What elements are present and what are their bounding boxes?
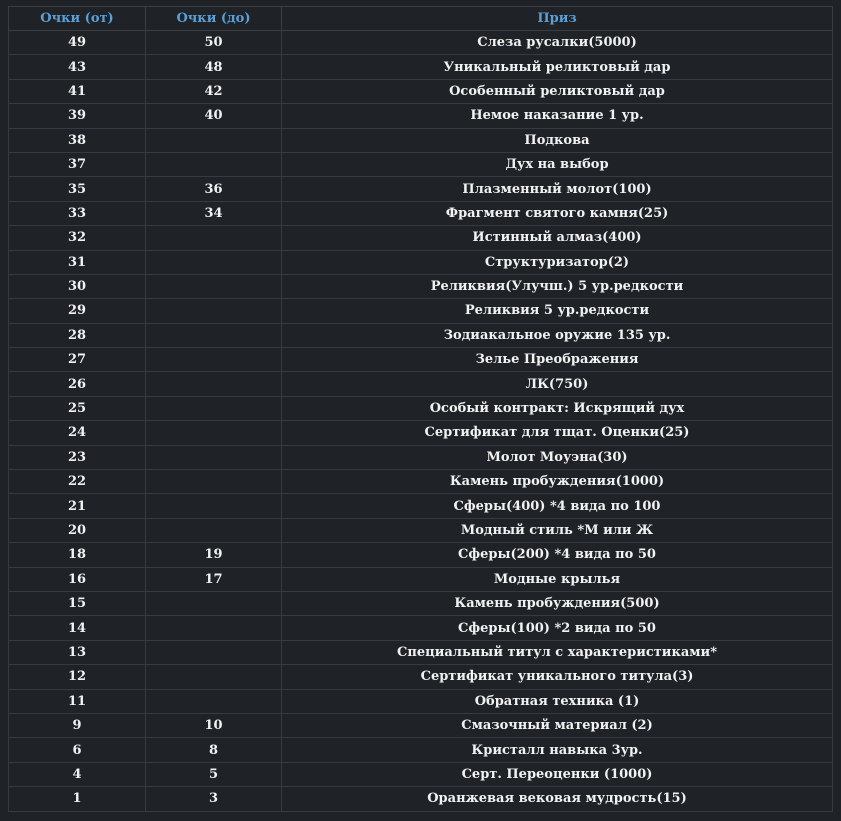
points-from-cell: 28 <box>9 323 146 347</box>
prize-cell: Фрагмент святого камня(25) <box>282 201 833 225</box>
points-to-cell <box>146 616 282 640</box>
table-row <box>9 421 833 445</box>
prize-cell: Обратная техника (1) <box>282 689 833 713</box>
prize-cell: Сертификат для тщат. Оценки(25) <box>282 421 833 445</box>
table-row <box>9 445 833 469</box>
prize-cell: Особенный реликтовый дар <box>282 79 833 103</box>
prize-cell: Сферы(200) *4 вида по 50 <box>282 543 833 567</box>
table-row <box>9 31 833 55</box>
points-to-cell <box>146 372 282 396</box>
prize-cell: Сферы(100) *2 вида по 50 <box>282 616 833 640</box>
table-row <box>9 299 833 323</box>
points-from-cell: 12 <box>9 665 146 689</box>
table-row <box>9 55 833 79</box>
points-to-cell <box>146 226 282 250</box>
table-row <box>9 494 833 518</box>
points-from-cell: 41 <box>9 79 146 103</box>
points-from-cell: 14 <box>9 616 146 640</box>
table-row <box>9 616 833 640</box>
prize-cell: Смазочный материал (2) <box>282 713 833 737</box>
header-row <box>9 7 833 31</box>
points-to-cell: 36 <box>146 177 282 201</box>
points-from-cell: 21 <box>9 494 146 518</box>
points-from-cell: 22 <box>9 470 146 494</box>
points-to-cell <box>146 470 282 494</box>
prize-cell: Структуризатор(2) <box>282 250 833 274</box>
points-to-cell <box>146 665 282 689</box>
table-row <box>9 396 833 420</box>
points-to-cell: 34 <box>146 201 282 225</box>
prize-cell: Специальный титул с характеристиками* <box>282 640 833 664</box>
points-to-cell <box>146 299 282 323</box>
points-from-cell: 31 <box>9 250 146 274</box>
prize-cell: Истинный алмаз(400) <box>282 226 833 250</box>
table-row <box>9 177 833 201</box>
table-row <box>9 713 833 737</box>
table-row <box>9 201 833 225</box>
prize-cell: ЛК(750) <box>282 372 833 396</box>
points-to-cell: 17 <box>146 567 282 591</box>
prize-cell: Зодиакальное оружие 135 ур. <box>282 323 833 347</box>
points-to-cell: 5 <box>146 762 282 786</box>
points-from-cell: 18 <box>9 543 146 567</box>
points-to-cell: 10 <box>146 713 282 737</box>
prize-cell: Реликвия(Улучш.) 5 ур.редкости <box>282 274 833 298</box>
points-from-cell: 26 <box>9 372 146 396</box>
prize-cell: Оранжевая вековая мудрость(15) <box>282 787 833 811</box>
points-to-cell <box>146 445 282 469</box>
prize-cell: Молот Моуэна(30) <box>282 445 833 469</box>
points-from-cell: 24 <box>9 421 146 445</box>
prize-cell: Серт. Переоценки (1000) <box>282 762 833 786</box>
points-to-cell <box>146 591 282 615</box>
table-row <box>9 372 833 396</box>
table-row <box>9 567 833 591</box>
table-row <box>9 787 833 811</box>
prize-cell: Кристалл навыка 3ур. <box>282 738 833 762</box>
points-from-cell: 16 <box>9 567 146 591</box>
points-to-cell <box>146 128 282 152</box>
points-to-cell <box>146 689 282 713</box>
table-row <box>9 250 833 274</box>
table-row <box>9 762 833 786</box>
header-points-from: Очки (от) <box>9 7 146 31</box>
points-to-cell <box>146 640 282 664</box>
points-to-cell: 19 <box>146 543 282 567</box>
points-to-cell: 40 <box>146 104 282 128</box>
points-from-cell: 37 <box>9 152 146 176</box>
points-from-cell: 25 <box>9 396 146 420</box>
prize-cell: Плазменный молот(100) <box>282 177 833 201</box>
table-row <box>9 470 833 494</box>
points-to-cell: 8 <box>146 738 282 762</box>
points-to-cell: 48 <box>146 55 282 79</box>
prize-cell: Камень пробуждения(1000) <box>282 470 833 494</box>
prize-cell: Сферы(400) *4 вида по 100 <box>282 494 833 518</box>
points-from-cell: 20 <box>9 518 146 542</box>
points-to-cell <box>146 396 282 420</box>
prize-cell: Реликвия 5 ур.редкости <box>282 299 833 323</box>
rewards-table-container <box>8 6 833 812</box>
points-from-cell: 15 <box>9 591 146 615</box>
points-from-cell: 1 <box>9 787 146 811</box>
points-to-cell <box>146 348 282 372</box>
header-prize: Приз <box>282 7 833 31</box>
points-to-cell <box>146 152 282 176</box>
prize-cell: Слеза русалки(5000) <box>282 31 833 55</box>
points-from-cell: 6 <box>9 738 146 762</box>
table-row <box>9 348 833 372</box>
points-from-cell: 9 <box>9 713 146 737</box>
table-row <box>9 591 833 615</box>
table-row <box>9 689 833 713</box>
table-row <box>9 543 833 567</box>
prize-cell: Особый контракт: Искрящий дух <box>282 396 833 420</box>
prize-cell: Подкова <box>282 128 833 152</box>
points-from-cell: 39 <box>9 104 146 128</box>
prize-cell: Модный стиль *М или Ж <box>282 518 833 542</box>
points-from-cell: 29 <box>9 299 146 323</box>
points-from-cell: 35 <box>9 177 146 201</box>
table-row <box>9 323 833 347</box>
points-to-cell <box>146 518 282 542</box>
points-from-cell: 43 <box>9 55 146 79</box>
prize-cell: Зелье Преображения <box>282 348 833 372</box>
table-row <box>9 152 833 176</box>
points-from-cell: 4 <box>9 762 146 786</box>
points-to-cell: 50 <box>146 31 282 55</box>
table-row <box>9 274 833 298</box>
points-from-cell: 49 <box>9 31 146 55</box>
table-row <box>9 226 833 250</box>
table-row <box>9 128 833 152</box>
points-from-cell: 11 <box>9 689 146 713</box>
prize-cell: Модные крылья <box>282 567 833 591</box>
points-to-cell <box>146 250 282 274</box>
points-to-cell <box>146 323 282 347</box>
points-from-cell: 32 <box>9 226 146 250</box>
table-row <box>9 518 833 542</box>
prize-cell: Дух на выбор <box>282 152 833 176</box>
table-row <box>9 640 833 664</box>
points-from-cell: 13 <box>9 640 146 664</box>
table-row <box>9 665 833 689</box>
points-to-cell: 3 <box>146 787 282 811</box>
points-to-cell <box>146 494 282 518</box>
prize-cell: Сертификат уникального титула(3) <box>282 665 833 689</box>
points-from-cell: 30 <box>9 274 146 298</box>
points-to-cell: 42 <box>146 79 282 103</box>
points-from-cell: 33 <box>9 201 146 225</box>
header-points-to: Очки (до) <box>146 7 282 31</box>
prize-cell: Немое наказание 1 ур. <box>282 104 833 128</box>
points-from-cell: 38 <box>9 128 146 152</box>
prize-cell: Камень пробуждения(500) <box>282 591 833 615</box>
points-from-cell: 27 <box>9 348 146 372</box>
prize-cell: Уникальный реликтовый дар <box>282 55 833 79</box>
table-row <box>9 104 833 128</box>
points-from-cell: 23 <box>9 445 146 469</box>
table-header <box>9 7 833 31</box>
rewards-table <box>8 6 833 812</box>
table-row <box>9 79 833 103</box>
table-body <box>9 31 833 812</box>
points-to-cell <box>146 274 282 298</box>
table-row <box>9 738 833 762</box>
points-to-cell <box>146 421 282 445</box>
